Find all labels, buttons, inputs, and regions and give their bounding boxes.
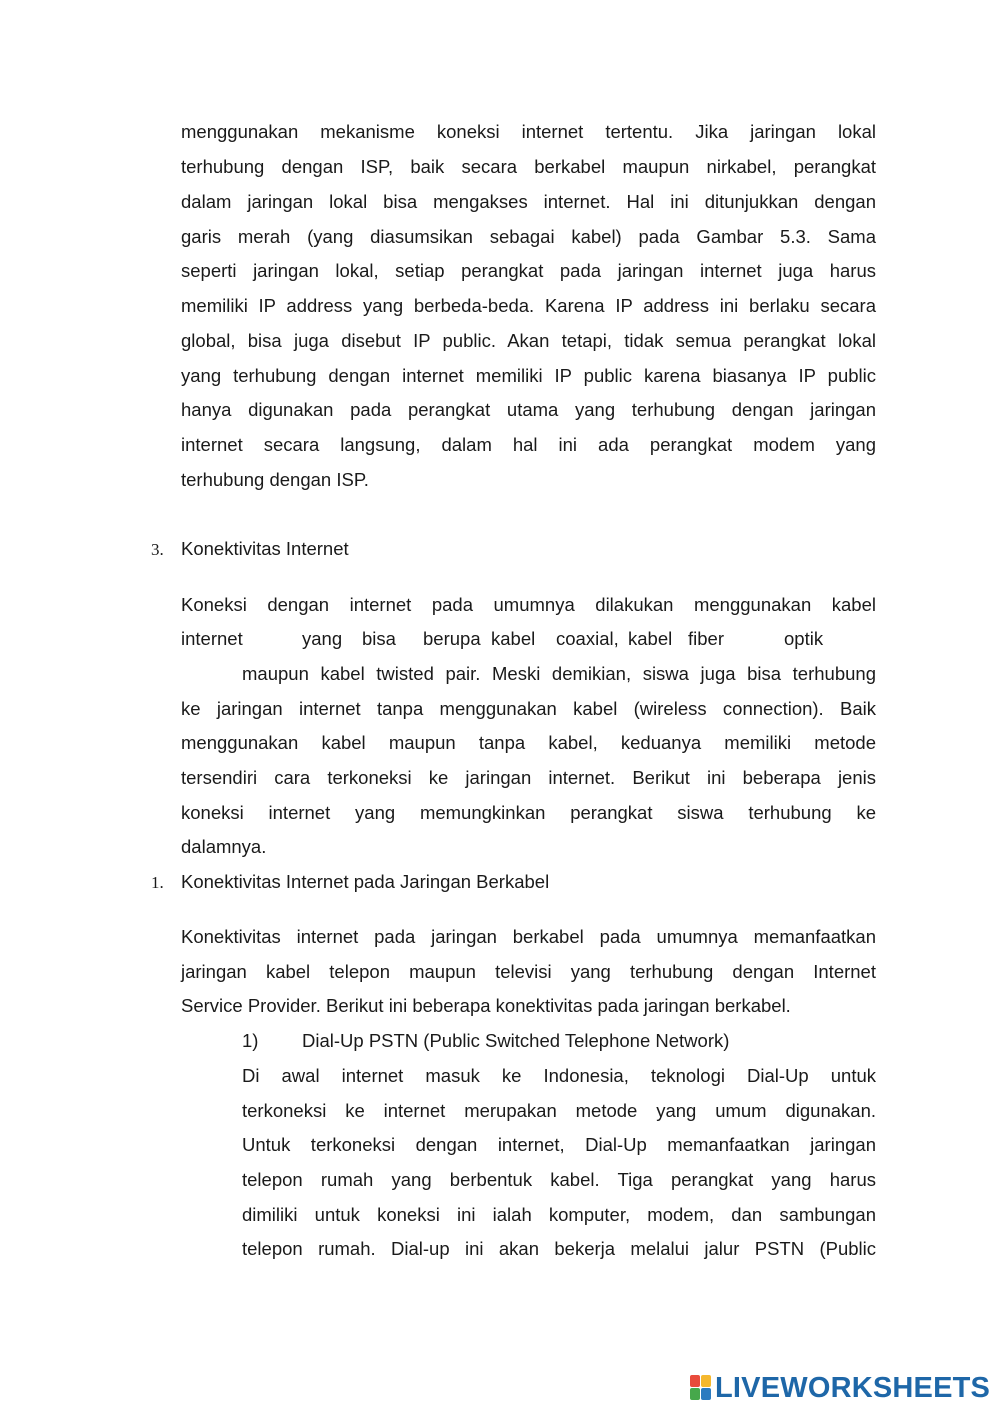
- paragraph-line: Untuk terkoneksi dengan internet, Dial-Up memanfaatkan jaringan: [242, 1134, 876, 1155]
- paragraph-line: terhubung dengan ISP.: [181, 469, 369, 490]
- paragraph-line: global, bisa juga disebut IP public. Akan tetapi, tidak semua perangkat lokal: [181, 330, 876, 351]
- paragraph-line: terkoneksi ke internet merupakan metode yang umum digunakan.: [242, 1100, 876, 1121]
- paragraph-line: terhubung dengan ISP, baik secara berkabel maupun nirkabel, perangkat: [181, 156, 876, 177]
- word: yang: [302, 628, 343, 649]
- paragraph-line: koneksi internet yang memungkinkan perangkat siswa terhubung ke: [181, 802, 876, 823]
- paragraph-line: garis merah (yang diasumsikan sebagai kabel) pada Gambar 5.3. Sama: [181, 226, 876, 247]
- word: optik: [784, 628, 824, 649]
- paragraph-line: dalamnya.: [181, 836, 267, 857]
- paragraph-line: menggunakan kabel maupun tanpa kabel, keduanya memiliki metode: [181, 732, 876, 753]
- paragraph-line: yang terhubung dengan internet memiliki IP public karena biasanya IP public: [181, 365, 876, 386]
- paragraph-line: telepon rumah yang berbentuk kabel. Tiga perangkat yang harus: [242, 1169, 876, 1190]
- paragraph-line: maupun kabel twisted pair. Meski demikian, siswa juga bisa terhubung: [242, 663, 876, 684]
- paragraph-line: memiliki IP address yang berbeda-beda. Karena IP address ini berlaku secara: [181, 295, 876, 316]
- word: coaxial,: [556, 628, 619, 649]
- paragraph-line: jaringan kabel telepon maupun televisi yang terhubung dengan Internet: [181, 961, 876, 982]
- subsection-number: 1): [242, 1030, 259, 1051]
- liveworksheets-logo[interactable]: [690, 1373, 990, 1403]
- paragraph-line: Di awal internet masuk ke Indonesia, teknologi Dial-Up untuk: [242, 1065, 876, 1086]
- paragraph-line: tersendiri cara terkoneksi ke jaringan internet. Berikut ini beberapa jenis: [181, 767, 876, 788]
- paragraph-line: dimiliki untuk koneksi ini ialah komputer, modem, dan sambungan: [242, 1204, 876, 1225]
- subsection-heading: Dial-Up PSTN (Public Switched Telephone Network): [302, 1030, 730, 1051]
- section-heading: Konektivitas Internet pada Jaringan Berkabel: [181, 871, 550, 892]
- section-number: 1.: [151, 873, 164, 892]
- word: fiber: [688, 628, 724, 649]
- word: berupa: [423, 628, 481, 649]
- word: kabel: [628, 628, 673, 649]
- paragraph-line: internet secara langsung, dalam hal ini ada perangkat modem yang: [181, 434, 876, 455]
- paragraph-line: Koneksi dengan internet pada umumnya dilakukan menggunakan kabel: [181, 594, 876, 615]
- word: kabel: [491, 628, 536, 649]
- section-heading: Konektivitas Internet: [181, 538, 349, 559]
- logo-text: LIVEWORKSHEETS: [715, 1372, 991, 1404]
- word: bisa: [362, 628, 396, 649]
- paragraph-line: Service Provider. Berikut ini beberapa konektivitas pada jaringan berkabel.: [181, 995, 791, 1016]
- paragraph-line: seperti jaringan lokal, setiap perangkat pada jaringan internet juga harus: [181, 260, 876, 281]
- logo-mark-icon: [690, 1375, 712, 1401]
- paragraph-line: Konektivitas internet pada jaringan berkabel pada umumnya memanfaatkan: [181, 926, 876, 947]
- section-number: 3.: [151, 540, 164, 559]
- paragraph-line: ke jaringan internet tanpa menggunakan kabel (wireless connection). Baik: [181, 698, 876, 719]
- word: internet: [181, 628, 243, 649]
- paragraph-line: menggunakan mekanisme koneksi internet tertentu. Jika jaringan lokal: [181, 121, 876, 142]
- paragraph-line: telepon rumah. Dial-up ini akan bekerja melalui jalur PSTN (Public: [242, 1238, 876, 1259]
- paragraph-line: dalam jaringan lokal bisa mengakses internet. Hal ini ditunjukkan dengan: [181, 191, 876, 212]
- paragraph-line: hanya digunakan pada perangkat utama yang terhubung dengan jaringan: [181, 399, 876, 420]
